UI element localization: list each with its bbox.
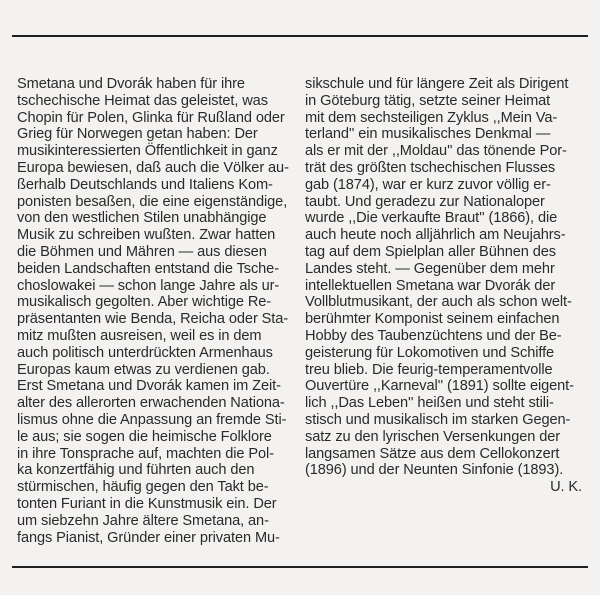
text-line: trät des größten tschechischen Flusses: [305, 159, 556, 176]
text-line: ponisten besaßen, die eine eigenständige,: [17, 193, 288, 210]
text-line: intellektuellen Smetana war Dvorák der: [305, 277, 556, 294]
text-line: taubt. Und geradezu zur Nationaloper: [305, 193, 545, 210]
text-line: alter des allerorten erwachenden Nationa-: [17, 395, 285, 412]
text-line: sikschule und für längere Zeit als Dirigent: [305, 76, 569, 92]
text-line: Ouvertüre ,,Karneval'' (1891) sollte eigent-: [305, 378, 574, 395]
text-line: stürmischen, häufig gegen den Takt be-: [17, 479, 269, 496]
text-line: von den westlichen Stilen unabhängige: [17, 210, 267, 227]
text-line: terland'' ein musikalisches Denkmal —: [305, 126, 551, 143]
text-line: Erst Smetana und Dvorák kamen im Zeit-: [17, 378, 281, 395]
text-line: mit dem sechsteiligen Zyklus ,,Mein Va-: [305, 109, 558, 126]
text-line: Vollblutmusikant, der auch als schon welt-: [305, 294, 572, 311]
text-line: (1896) und der Neunten Sinfonie (1893).: [305, 462, 564, 479]
text-line: musikinteressierten Öffentlichkeit in ganz: [17, 143, 278, 160]
text-line: tag auf dem Spielplan aller Bühnen des: [305, 243, 556, 260]
text-line: stisch und musikalisch im starken Gegen-: [305, 411, 571, 428]
text-line: auch heute noch alljährlich am Neujahrs-: [305, 227, 566, 244]
text-line: um siebzehn Jahre ältere Smetana, an-: [17, 512, 269, 529]
bottom-rule: [12, 566, 588, 568]
top-rule: [12, 35, 588, 37]
text-line: gab (1874), war er kurz zuvor völlig er-: [305, 176, 551, 193]
text-line: musikalisch gegolten. Aber wichtige Re-: [17, 294, 272, 311]
text-line: ka konzertfähig und führten auch den: [17, 462, 255, 479]
text-line: Musik zu schreiben wußten. Zwar hatten: [17, 227, 276, 244]
text-line: Hobby des Taubenzüchtens und der Be-: [305, 327, 562, 344]
text-line: in ihre Tonsprache auf, machten die Pol-: [17, 445, 274, 462]
text-line: le aus; sie sogen die heimische Folklore: [17, 428, 272, 445]
text-line: geisterung für Lokomotiven und Schiffe: [305, 344, 555, 361]
text-line: langsamen Sätze aus dem Cellokonzert: [305, 445, 560, 462]
text-line: Landes steht. — Gegenüber dem mehr: [305, 260, 555, 277]
text-line: beiden Landschaften entstand die Tsche-: [17, 260, 279, 277]
text-line: Chopin für Polen, Glinka für Rußland oder: [17, 109, 285, 126]
text-line: in Göteburg tätig, setzte seiner Heimat: [305, 92, 551, 109]
text-line: choslowakei — schon lange Jahre als ur-: [17, 277, 280, 294]
text-line: ßerhalb Deutschlands und Italiens Kom-: [17, 176, 273, 193]
text-line: lismus ohne die Anpassung an fremde Sti-: [17, 411, 287, 428]
author-signature: U. K.: [550, 479, 582, 496]
text-line: wurde ,,Die verkaufte Braut'' (1866), die: [305, 210, 558, 227]
text-line: mitz mußten ausreisen, weil es in dem: [17, 327, 262, 344]
text-column-right: [305, 76, 590, 496]
text-line: treu blieb. Die feurig-temperamentvolle: [305, 361, 553, 378]
text-line: präsentanten wie Benda, Reicha oder Sta-: [17, 311, 289, 328]
text-line: auch politisch unterdrückten Armenhaus: [17, 344, 273, 361]
text-line: satz zu den lyrischen Versenkungen der: [305, 428, 560, 445]
text-line: Europa bewiesen, daß auch die Völker au-: [17, 159, 289, 176]
text-line: lich ,,Das Leben'' heißen und steht stili-: [305, 395, 554, 412]
text-line: tonten Furiant in die Kunstmusik ein. Der: [17, 495, 277, 512]
text-column-left: [17, 76, 297, 546]
text-line: Grieg für Norwegen getan haben: Der: [17, 126, 258, 143]
text-line: tschechische Heimat das geleistet, was: [17, 92, 268, 109]
text-line: berühmter Komponist seinem einfachen: [305, 311, 560, 328]
text-line: fangs Pianist, Gründer einer privaten Mu-: [17, 529, 280, 546]
text-line: Smetana und Dvorák haben für ihre: [17, 76, 245, 92]
text-line: als er mit der ,,Moldau'' das tönende Por-: [305, 143, 567, 160]
text-line: die Böhmen und Mähren — aus diesen: [17, 243, 267, 260]
text-line: Europas kaum etwas zu verdienen gab.: [17, 361, 270, 378]
